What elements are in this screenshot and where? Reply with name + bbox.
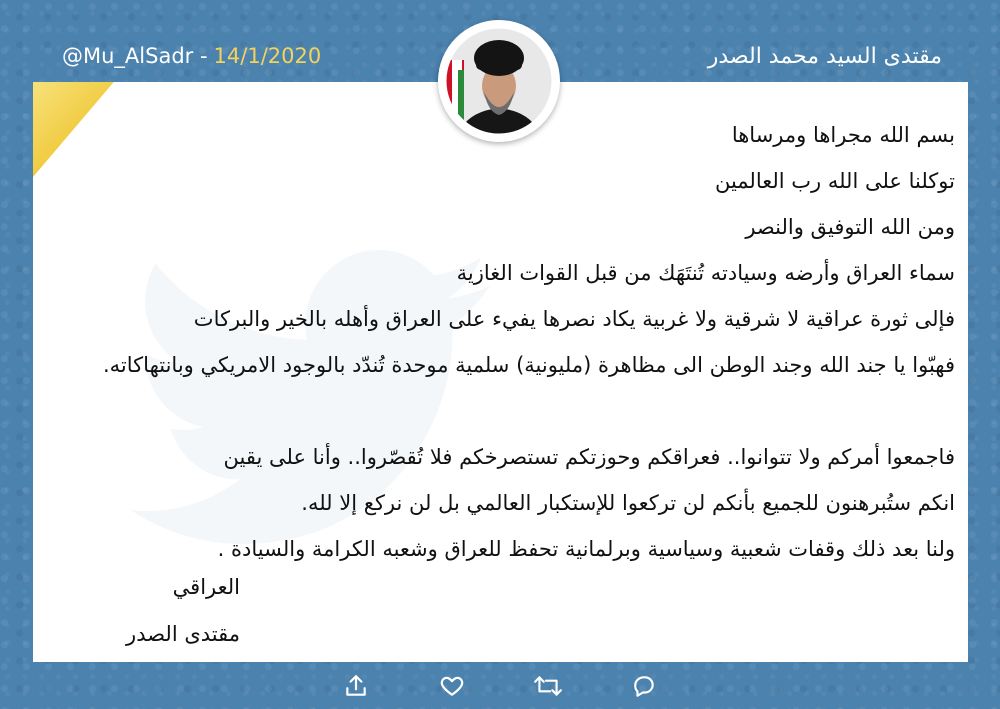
reply-button[interactable] — [628, 670, 660, 702]
body-line-4: سماء العراق وأرضه وسيادته تُنتَهَك من قبل القوات الغازية — [456, 261, 955, 285]
body-line-3: ومن الله التوفيق والنصر — [745, 215, 955, 239]
body-line-7: فاجمعوا أمركم ولا تتوانوا.. فعراقكم وحوزتكم تستصرخكم فلا تُقصّروا.. وأنا على يقين — [223, 445, 955, 469]
retweet-icon — [533, 673, 563, 699]
body-line-8: انكم ستُبرهنون للجميع بأنكم لن تركعوا للإستكبار العالمي بل لن نركع إلا لله. — [301, 491, 955, 515]
share-icon — [343, 673, 369, 699]
tweet-actions — [340, 668, 660, 704]
retweet-button[interactable] — [532, 670, 564, 702]
body-line-6: فهبّوا يا جند الله وجند الوطن الى مظاهرة (مليونية) سلمية موحدة تُندّد بالوجود الامريكي وبانتهاكاته. — [103, 353, 955, 377]
author-name: مقتدى السيد محمد الصدر — [707, 44, 942, 69]
post-date: 14/1/2020 — [213, 44, 322, 68]
signature-title: العراقي — [172, 575, 240, 599]
body-line-9: ولنا بعد ذلك وقفات شعبية وسياسية وبرلمانية تحفظ للعراق وشعبه الكرامة والسيادة . — [217, 537, 955, 561]
like-icon — [439, 673, 465, 699]
body-line-1: بسم الله مجراها ومرساها — [731, 123, 955, 147]
reply-icon — [631, 673, 657, 699]
signature-name: مقتدى الصدر — [126, 622, 240, 646]
share-button[interactable] — [340, 670, 372, 702]
statement-body — [45, 112, 955, 572]
body-line-2: توكلنا على الله رب العالمين — [714, 169, 955, 193]
twitter-handle[interactable]: @Mu_AlSadr - — [62, 44, 208, 68]
header-handle[interactable] — [62, 44, 362, 68]
like-button[interactable] — [436, 670, 468, 702]
body-line-5: فإلى ثورة عراقية لا شرقية ولا غربية يكاد نصرها يفيء على العراق وأهله بالخير والبركات — [193, 307, 955, 331]
